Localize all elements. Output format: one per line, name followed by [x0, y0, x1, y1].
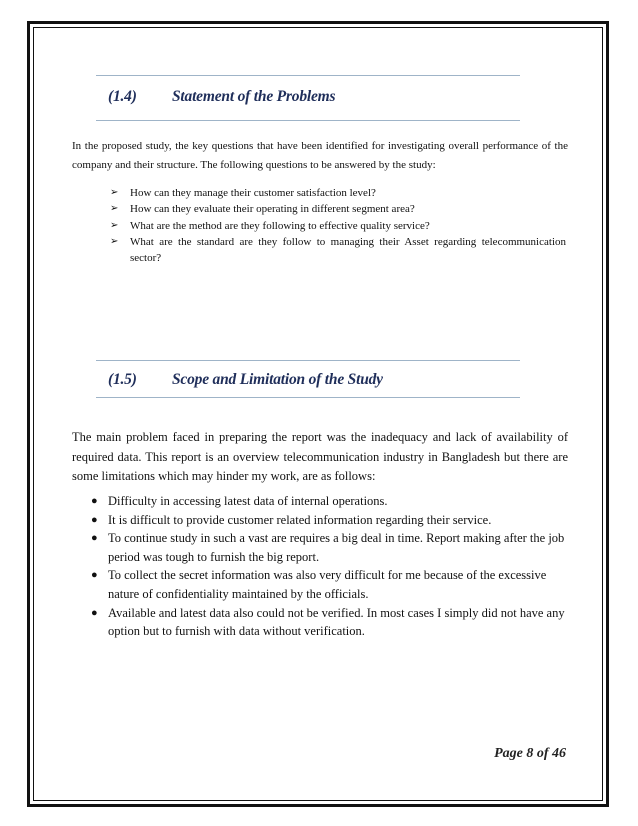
section-title: Statement of the Problems	[172, 88, 336, 105]
list-item: ● Difficulty in accessing latest data of internal operations.	[91, 492, 569, 511]
list-item: ➢ How can they manage their customer satisfaction level?	[109, 185, 566, 201]
page-number: Page 8 of 46	[494, 746, 566, 761]
heading-rule-top	[96, 75, 520, 76]
list-item: ➢ How can they evaluate their operating in different segment area?	[109, 201, 566, 217]
limitation-list	[91, 492, 569, 641]
bullet-icon: ●	[91, 513, 98, 526]
heading-rule-bottom	[96, 397, 520, 398]
bullet-icon: ●	[91, 606, 98, 619]
list-item: ● To continue study in such a vast are requires a big deal in time. Report making after the job period was tough to furnish the big report.	[91, 531, 565, 564]
bullet-icon: ●	[91, 532, 98, 545]
arrow-bullet-icon: ➢	[110, 235, 119, 247]
section-number: (1.5)	[108, 371, 137, 388]
arrow-bullet-icon: ➢	[110, 219, 119, 231]
list-item: ➢ What are the method are they following to effective quality service?	[109, 218, 566, 234]
section-heading	[108, 371, 383, 389]
heading-rule-bottom	[96, 120, 520, 121]
question-list	[109, 185, 566, 266]
bullet-icon: ●	[91, 495, 98, 507]
arrow-bullet-icon: ➢	[110, 203, 119, 215]
list-item: ● To collect the secret information was also very difficult for me because of the excessive nature of confidentiality maintained by the officials.	[91, 568, 547, 601]
arrow-bullet-icon: ➢	[110, 187, 119, 198]
bullet-icon: ●	[91, 569, 98, 582]
section-title: Scope and Limitation of the Study	[172, 371, 383, 388]
intro-paragraph: The main problem faced in preparing the report was the inadequacy and lack of availability of required data. This report is an overview telecommunication industry in Bangladesh but there are some limitations which may hinder my work, are as follows:	[72, 430, 568, 483]
list-item: ➢ What are the standard are they follow to managing their Asset regarding telecommunication sector?	[110, 235, 566, 265]
list-item: ● It is difficult to provide customer related information regarding their service.	[91, 511, 569, 530]
section-number: (1.4)	[108, 88, 137, 105]
heading-rule-top	[96, 360, 520, 361]
intro-paragraph: In the proposed study, the key questions that have been identified for investigating overall performance of the company and their structure. The following questions to be answered by the study:	[72, 140, 568, 171]
list-item: ● Available and latest data also could not be verified. In most cases I simply did not have any option but to furnish with data without verification.	[91, 605, 565, 639]
section-heading	[108, 88, 335, 106]
